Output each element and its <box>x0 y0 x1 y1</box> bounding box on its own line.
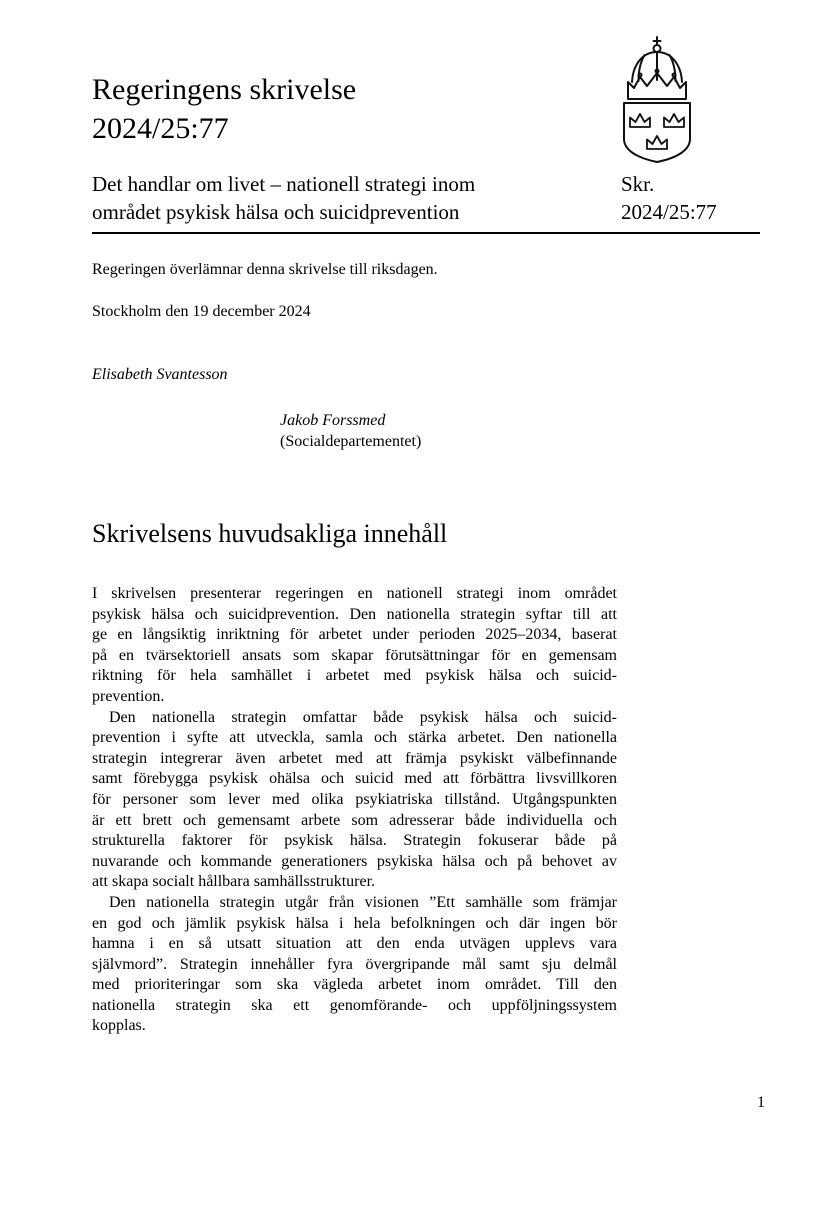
signature-department: (Socialdepartementet) <box>280 432 422 450</box>
transmittal-sentence: Regeringen överlämnar denna skrivelse till riksdagen. <box>92 261 438 278</box>
text-line: riktning för hela samhället i arbetet med psykisk hälsa och suicid- <box>92 667 617 685</box>
summary-body <box>92 584 617 1037</box>
reference-label: Skr. <box>621 172 655 196</box>
text-line: nationella strategin ska ett genomförande- och uppföljningssystem <box>92 996 617 1014</box>
paragraph <box>92 893 617 1037</box>
text-line: ge en långsiktig inriktning för arbetet under perioden 2025–2034, baserat <box>92 626 617 644</box>
document-title-line-1: Det handlar om livet – nationell strategi inom <box>92 172 476 196</box>
text-line: är ett brett och gemensamt arbete som adresserar både individuella och <box>92 811 617 829</box>
signature-block <box>280 411 421 452</box>
text-line: Den nationella strategin utgår från visionen ”Ett samhälle som främjar <box>109 893 617 911</box>
page-number: 1 <box>757 1094 765 1111</box>
text-line: psykisk hälsa och suicidprevention. Den nationella strategin syftar till att <box>92 605 617 623</box>
text-line: prevention i syfte att utveckla, samla och stärka arbetet. Den nationella <box>92 729 617 747</box>
text-line: för personer som lever med olika psykiatriska tillstånd. Utgångspunkten <box>92 790 617 808</box>
text-line: prevention. <box>92 687 165 705</box>
sweden-coat-of-arms-icon <box>615 36 699 163</box>
text-line: på en tvärsektoriell ansats som skapar förutsättningar för en gemensam <box>92 646 617 664</box>
text-line: kopplas. <box>92 1017 146 1035</box>
doc-type-line-2: 2024/25:77 <box>92 112 229 145</box>
text-line: Den nationella strategin omfattar både psykisk hälsa och suicid- <box>109 708 617 726</box>
text-line: nuvarande och kommande generationers psykiska hälsa och på behovet av <box>92 852 617 870</box>
header-divider <box>92 232 760 234</box>
reference-number: 2024/25:77 <box>621 199 717 224</box>
text-line: att skapa socialt hållbara samhällsstrukturer. <box>92 873 376 891</box>
document-title <box>92 171 619 226</box>
document-reference <box>621 171 717 226</box>
document-title-line-2: området psykisk hälsa och suicidprevention <box>92 199 460 224</box>
text-line: hamna i en så utsatt situation att den enda utvägen upplevs vara <box>92 935 617 953</box>
text-line: med prioriteringar som ska vägleda arbetet inom området. Till den <box>92 976 617 994</box>
signature-minister: Jakob Forssmed <box>280 412 386 429</box>
signature-prime-minister: Elisabeth Svantesson <box>92 366 228 383</box>
summary-heading: Skrivelsens huvudsakliga innehåll <box>92 519 448 548</box>
paragraph <box>92 708 617 893</box>
text-line: I skrivelsen presenterar regeringen en nationell strategi inom området <box>92 585 617 602</box>
text-line: en god och jämlik psykisk hälsa i hela befolkningen och där ingen bör <box>92 914 617 932</box>
doc-type-line-1: Regeringens skrivelse <box>92 73 357 106</box>
place-and-date: Stockholm den 19 december 2024 <box>92 303 311 320</box>
text-line: samt förebygga psykisk ohälsa och suicid med att förbättra livsvillkoren <box>92 770 617 788</box>
text-line: självmord”. Strategin innehåller fyra övergripande mål samt sju delmål <box>92 955 617 973</box>
text-line: strategin integrerar även arbetet med att främja psykiskt välbefinnande <box>92 749 617 767</box>
paragraph <box>92 584 617 708</box>
text-line: strukturella faktorer för psykisk hälsa. Strategin fokuserar både på <box>92 832 617 850</box>
document-type-heading <box>92 70 356 148</box>
